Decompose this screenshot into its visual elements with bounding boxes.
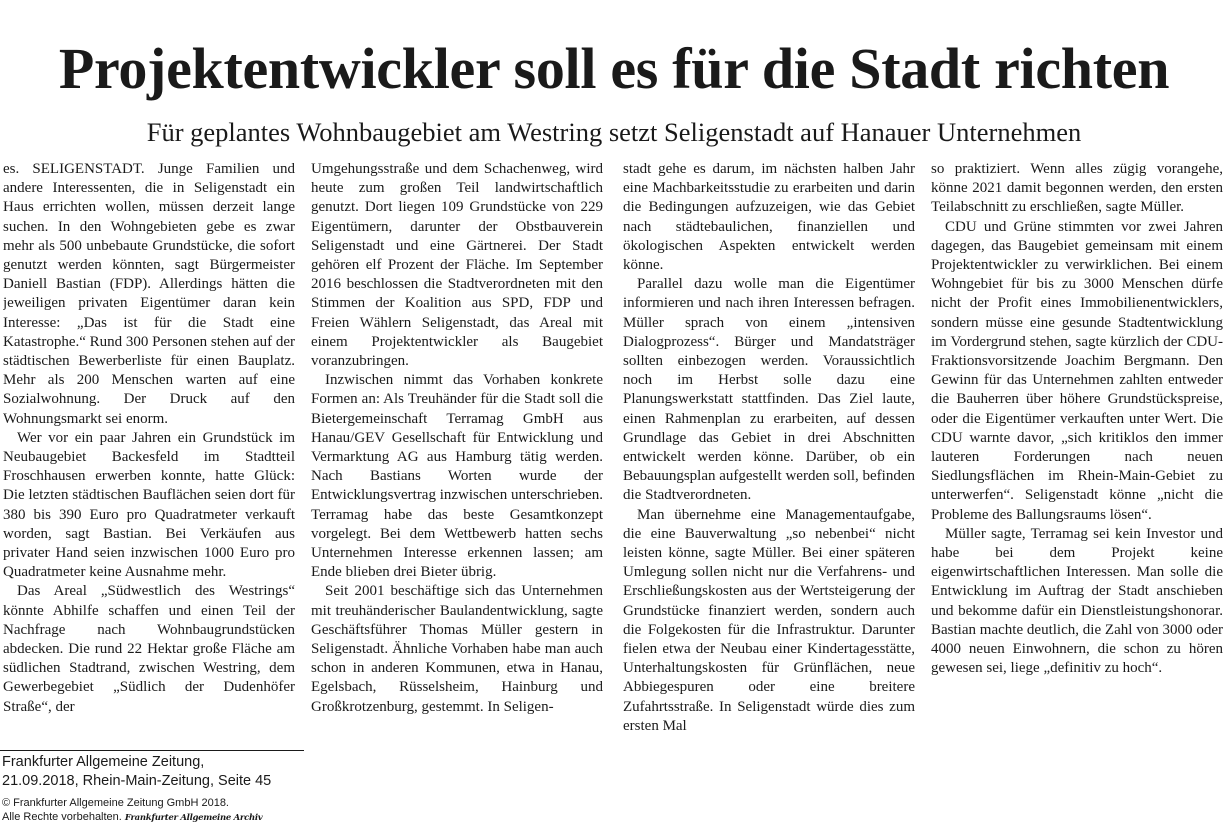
archive-logo: Frankfurter Allgemeine Archiv: [124, 813, 263, 823]
article-column-1: [3, 160, 295, 748]
source-date-page: 21.09.2018, Rhein-Main-Zeitung, Seite 45: [2, 772, 272, 789]
article-column-2: [311, 160, 603, 760]
paragraph: Das Areal „Südwestlich des Westrings“ könnte Abhilfe schaffen und einen Teil der Nachfrage nach Wohnbaugrundstücken abdecken. Die rund 22 Hektar große Fläche am südlichen Stadtrand, zwischen Westring, dem Gewerbegebiet „Südlich der Dudenhöfer Straße“, der: [3, 583, 295, 715]
source-citation: [2, 753, 271, 790]
article-column-4: [931, 160, 1223, 760]
paragraph: Wer vor ein paar Jahren ein Grundstück im Neubaugebiet Backesfeld im Stadtteil Froschhausen erwerben konnte, hatte Glück: Die letzten städtischen Bauflächen seien dort für 380 bis 390 Euro pro Quadratmeter verkauft worden, sagt Bastian. Bei Verkäufen aus privater Hand seien inzwischen 1000 Euro pro Quadratmeter keine Ausnahme mehr.: [3, 429, 295, 581]
source-divider: [0, 750, 304, 751]
source-publication: Frankfurter Allgemeine Zeitung,: [2, 754, 205, 770]
paragraph: CDU und Grüne stimmten vor zwei Jahren dagegen, das Baugebiet gemeinsam mit einem Projektentwickler zu verwirklichen. Bei einem Wohngebiet für bis zu 3000 Menschen dürfe nicht der Profit eines Immobilienentwicklers, sondern müsse eine gesunde Stadtentwicklung im Vordergrund stehen, sagte kürzlich der CDU-Fraktionsvorsitzende Joachim Bergmann. Den Gewinn für das Unternehmen zahlten entweder die Bauherren über höhere Grundstückspreise, oder die Eigentümer verkauften unter Wert. Die CDU warnte davor, „sich kritiklos den immer lauteren Forderungen nach neuen Siedlungsflächen im Rhein-Main-Gebiet zu unterwerfen“. Seligenstadt könne „nicht die Probleme des Ballungsraums lösen“.: [931, 218, 1223, 523]
rights-text: Alle Rechte vorbehalten.: [2, 811, 122, 823]
article-headline: Projektentwickler soll es für die Stadt richten: [58, 36, 1170, 101]
article-column-3: [623, 160, 915, 760]
paragraph: Parallel dazu wolle man die Eigentümer informieren und nach ihren Interessen befragen. Müller sprach von einem „intensiven Dialogprozess“. Bürger und Mandatsträger sollten einbezogen werden. Voraussichtlich noch im Herbst solle dazu eine Planungswerkstatt stattfinden. Das Ziel laute, einen Rahmenplan zu erarbeiten, auf dessen Grundlage das Gebiet in drei Abschnitten entwickelt werden könne. Darüber, ob ein Bebauungsplan aufgestellt werden soll, befinden die Stadtverordneten.: [623, 276, 915, 504]
paragraph: stadt gehe es darum, im nächsten halben Jahr eine Machbarkeitsstudie zu erarbeiten und darin die Bedingungen aufzuzeigen, wie das Gebiet nach städtebaulichen, finanziellen und ökologischen Aspekten entwickelt werden könne.: [623, 161, 915, 274]
paragraph: Man übernehme eine Managementaufgabe, die eine Bauverwaltung „so nebenbei“ nicht leisten könne, sagte Müller. Bei einer späteren Umlegung sollen nicht nur die Verfahrens- und Erschließungskosten aus der Wertsteigerung der Grundstücke finanziert werden, sondern auch die Folgekosten für die Infrastruktur. Darunter fielen etwa der Neubau einer Kindertagesstätte, Unterhaltungskosten für Grünflächen, neue Abbiegespuren oder eine breitere Zufahrtsstraße. In Seligenstadt würde dies zum ersten Mal: [623, 506, 915, 734]
article-subheadline: Für geplantes Wohnbaugebiet am Westring setzt Seligenstadt auf Hanauer Unternehmen: [146, 117, 1082, 147]
copyright-notice: [2, 796, 262, 825]
copyright-line: © Frankfurter Allgemeine Zeitung GmbH 2018.: [2, 797, 229, 809]
paragraph: Müller sagte, Terramag sei kein Investor und habe bei dem Projekt keine eigenwirtschaftlichen Interessen. Man solle die Entwicklung im Auftrag der Stadt anschieben und bekomme dafür ein Dienstleistungshonorar. Bastian machte deutlich, die Zahl von 3000 oder 4000 neuen Einwohnern, die schon zu hören gewesen sei, liege „definitiv zu hoch“.: [931, 525, 1223, 677]
paragraph: so praktiziert. Wenn alles zügig vorangehe, könne 2021 damit begonnen werden, den ersten Teilabschnitt zu erschließen, sagte Müller.: [931, 161, 1223, 216]
paragraph: es. SELIGENSTADT. Junge Familien und andere Interessenten, die in Seligenstadt ein Haus errichten wollen, müssen derzeit lange suchen. In den Wohngebieten gebe es zwar mehr als 500 unbebaute Grundstücke, die sofort genutzt werden könnten, sagt Bürgermeister Daniell Bastian (FDP). Allerdings hätten die jeweiligen privaten Eigentümer daran kein Interesse: „Das ist für die Stadt eine Katastrophe.“ Rund 300 Personen stehen auf der städtischen Bewerberliste für einen Bauplatz. Mehr als 200 Menschen warten auf eine Sozialwohnung. Der Druck auf den Wohnungsmarkt sei enorm.: [3, 161, 295, 427]
rights-line: [2, 810, 262, 825]
paragraph: Seit 2001 beschäftige sich das Unternehmen mit treuhänderischer Baulandentwicklung, sagte Geschäftsführer Thomas Müller gestern in Seligenstadt. Ähnliche Vorhaben habe man auch schon in anderen Kommunen, etwa in Hanau, Egelsbach, Rüsselsheim, Hainburg und Großkrotzenburg, gestemmt. In Seligen-: [311, 583, 603, 715]
paragraph: Umgehungsstraße und dem Schachenweg, wird heute zum großen Teil landwirtschaftlich genutzt. Dort liegen 109 Grundstücke von 229 Eigentümern, darunter der Obstbauverein Seligenstadt und eine Gärtnerei. Der Stadt gehören elf Prozent der Fläche. Im September 2016 beschlossen die Stadtverordneten mit den Stimmen der Koalition aus SPD, FDP und Freien Wählern Seligenstadt, das Areal mit einem Projektentwickler als Baugebiet voranzubringen.: [311, 161, 603, 370]
paragraph: Inzwischen nimmt das Vorhaben konkrete Formen an: Als Treuhänder für die Stadt soll die Bietergemeinschaft Terramag GmbH aus Hanau/GEV Gesellschaft für Entwicklung und Vermarktung AG aus Hamburg tätig werden. Nach Bastians Worten wurde der Entwicklungsvertrag inzwischen unterschrieben. Terramag habe das beste Gesamtkonzept vorgelegt. Bei dem Wettbewerb hatten sechs Unternehmen Interesse erkennen lassen; am Ende blieben drei Bieter übrig.: [311, 372, 603, 581]
